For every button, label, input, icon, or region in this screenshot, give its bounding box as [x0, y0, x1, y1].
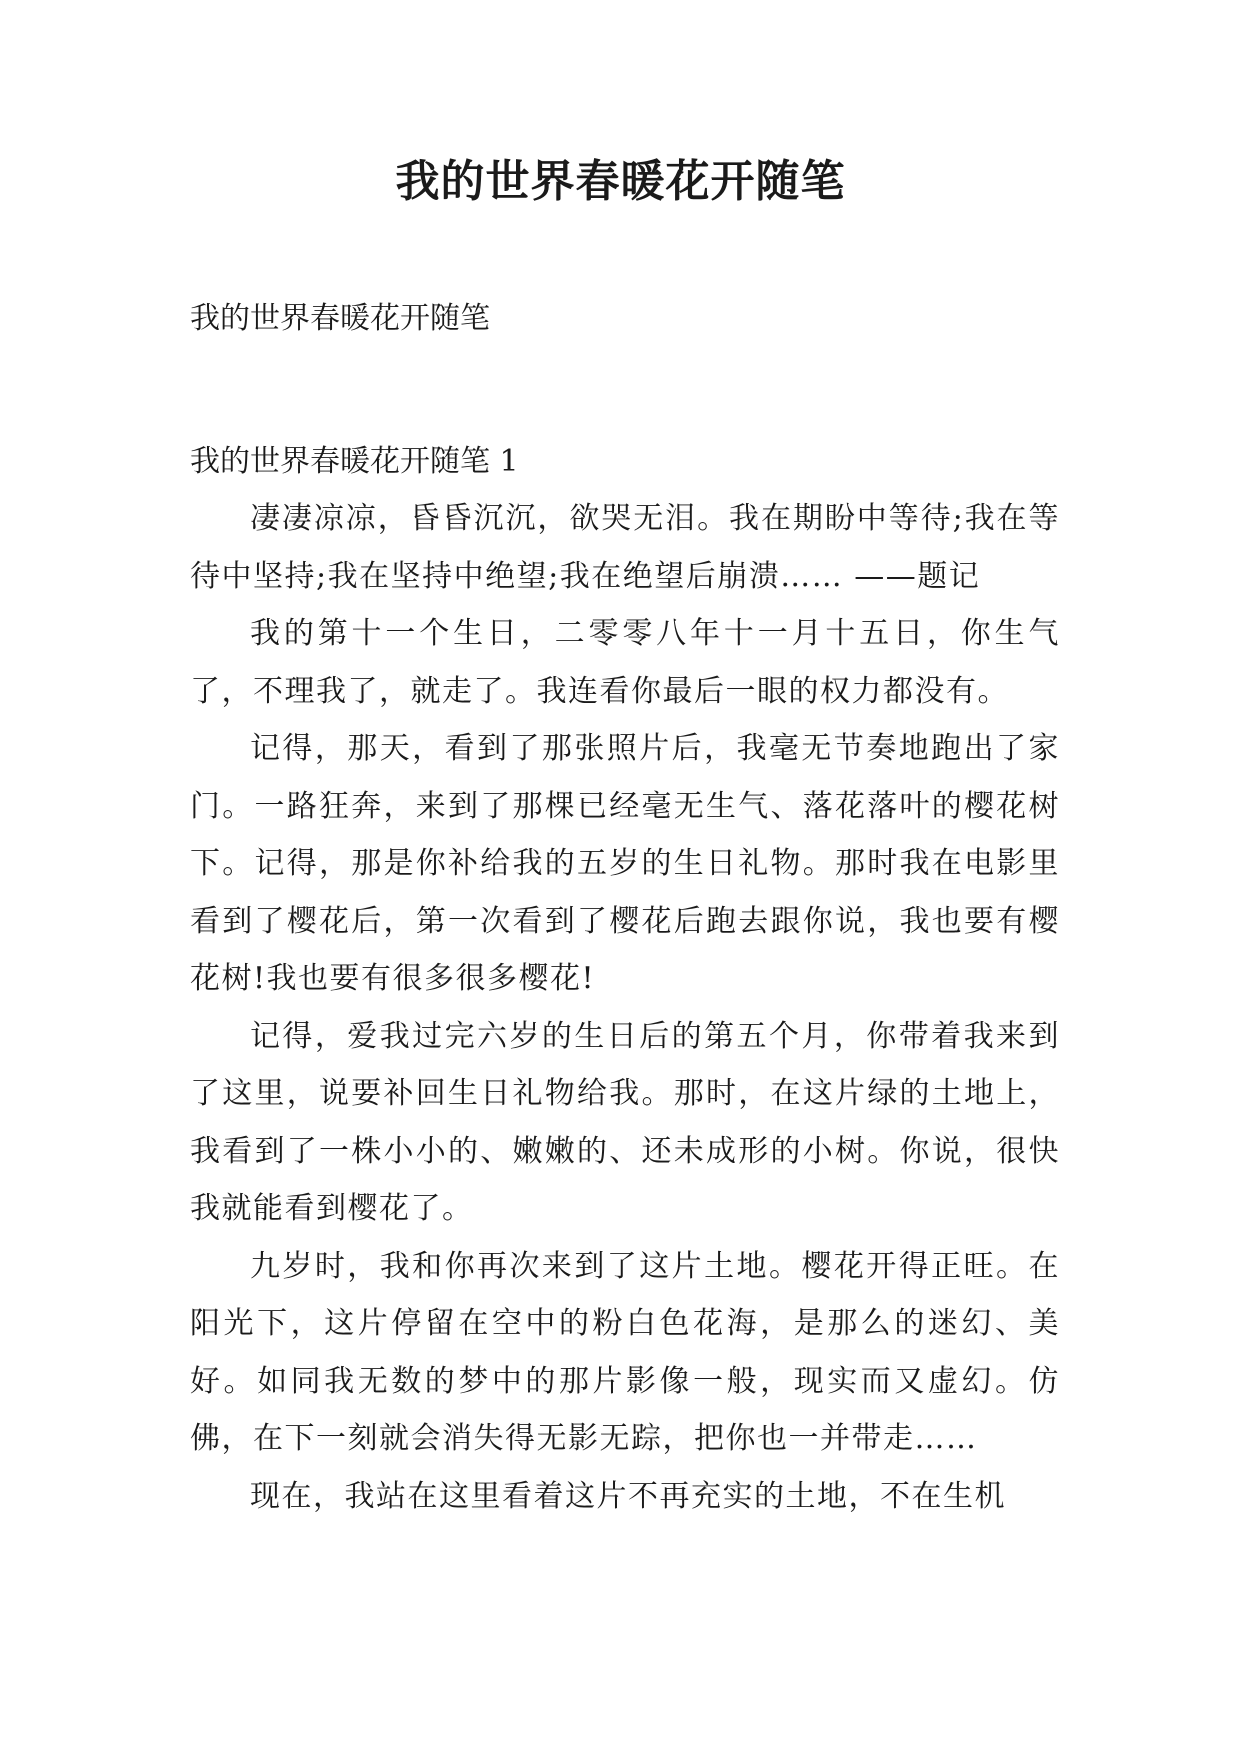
document-title: 我的世界春暖花开随笔: [395, 156, 846, 207]
document-body: [190, 290, 1060, 1525]
paragraph-1: 凄凄凉凉，昏昏沉沉，欲哭无泪。我在期盼中等待;我在等待中坚持;我在坚持中绝望;我在绝望后崩溃…… ——题记: [190, 501, 1060, 594]
paragraph-3: 记得，那天，看到了那张照片后，我毫无节奏地跑出了家门。一路狂奔，来到了那棵已经毫无生气、落花落叶的樱花树下。记得，那是你补给我的五岁的生日礼物。那时我在电影里看到了樱花后，第一次看到了樱花后跑去跟你说，我也要有樱花树!我也要有很多很多樱花!: [190, 731, 1060, 996]
spacer: [190, 348, 1060, 433]
document-subtitle: 我的世界春暖花开随笔: [190, 301, 490, 336]
paragraph-5: 九岁时，我和你再次来到了这片土地。樱花开得正旺。在阳光下，这片停留在空中的粉白色花海，是那么的迷幻、美好。如同我无数的梦中的那片影像一般，现实而又虚幻。仿佛，在下一刻就会消失得无影无踪，把你也一并带走……: [190, 1248, 1060, 1456]
paragraph-4: 记得，爱我过完六岁的生日后的第五个月，你带着我来到了这里，说要补回生日礼物给我。那时，在这片绿的土地上，我看到了一株小小的、嫩嫩的、还未成形的小树。你说，很快我就能看到樱花了。: [190, 1018, 1060, 1226]
paragraph-2: 我的第十一个生日，二零零八年十一月十五日，你生气了，不理我了，就走了。我连看你最后一眼的权力都没有。: [190, 616, 1060, 709]
section-heading: 我的世界春暖花开随笔 1: [190, 443, 519, 479]
paragraph-6: 现在，我站在这里看着这片不再充实的土地，不在生机: [250, 1478, 1006, 1514]
